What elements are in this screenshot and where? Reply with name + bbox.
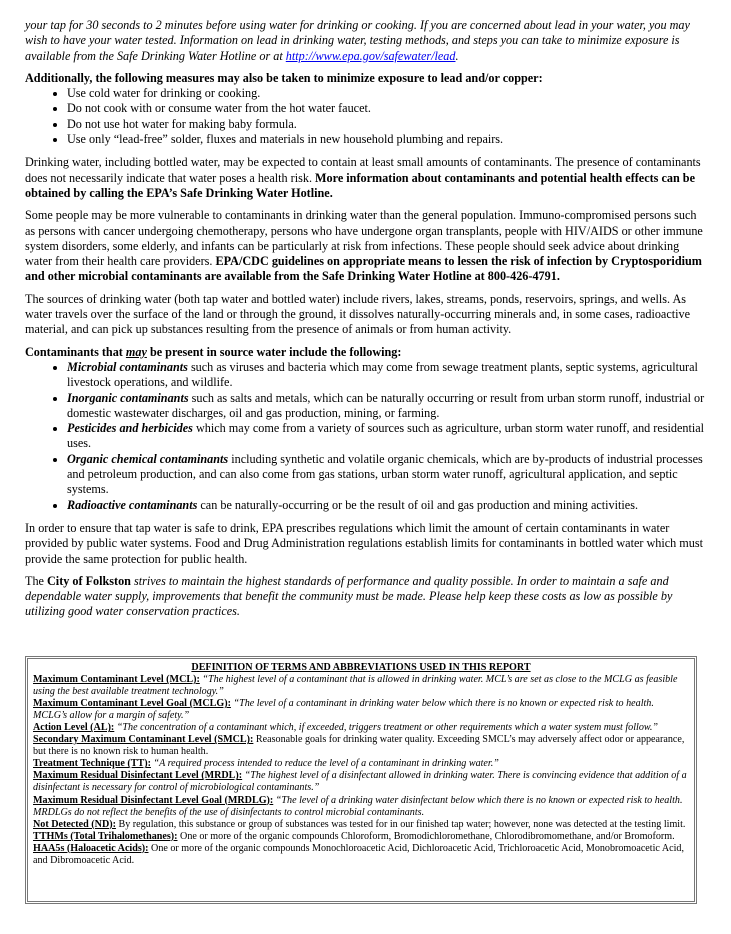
list-item: • Do not cook with or consume water from the hot water faucet. [67,101,709,116]
bottled-water-text: Drinking water, including bottled water, may be expected to contain at least small amounts of contaminants. The presence of contaminants does not necessarily indicate that water poses a health risk. [25,155,701,185]
epa-lead-link[interactable]: http://www.epa.gov/safewater/lead [285,48,456,63]
definition-text: By regulation, this substance or group of substances was tested for in our finished tap water; however, none was detected at the testing limit. [115,818,686,830]
definition-row [33,722,689,734]
definition-term: Treatment Technique (TT): [33,758,151,770]
list-item: • Use only “lead-free” solder, fluxes and materials in new household plumbing and repairs. [67,132,709,147]
definition-row [33,770,689,794]
measures-heading: Additionally, the following measures may also be taken to minimize exposure to lead and/or copper: [25,70,543,85]
definition-row [33,698,689,722]
definition-text: “The level of a drinking water disinfectant below which there is no known or expected risk to health. MRDLGs do not reflect the benefits of the use of disinfectants to control microbial contaminants. [33,794,683,818]
definition-text: “The concentration of a contaminant which, if exceeded, triggers treatment or other requirements which a water system must follow.” [114,722,658,734]
folkston-paragraph [25,574,709,620]
list-item [67,452,709,498]
contaminant-term: Inorganic contaminants [67,390,189,405]
list-item: • Do not use hot water for making baby formula. [67,117,709,132]
definition-row [33,674,689,698]
contaminants-list [25,360,709,513]
definition-row [33,831,689,843]
definition-term: Maximum Residual Disinfectant Level Goal (MRDLG): [33,794,274,806]
definition-term: Not Detected (ND): [33,818,116,830]
epa-regulations-paragraph: In order to ensure that tap water is safe to drink, EPA prescribes regulations which limit the amount of certain contaminants in water provided by public water systems. Food and Drug Administration regulations establish limits for contaminants in bottled water which must provide the same protection for public health. [25,520,704,566]
definitions-heading: DEFINITION OF TERMS AND ABBREVIATIONS USED IN THIS REPORT [191,662,531,673]
definition-term: Secondary Maximum Contaminant Level (SMCL): [33,734,254,746]
list-item [67,421,709,452]
contaminant-desc: can be naturally-occurring or be the result of oil and gas production and mining activities. [197,497,638,512]
contaminant-term: Pesticides and herbicides [67,421,193,436]
vulnerable-bold: EPA/CDC guidelines on appropriate means to lessen the risk of infection by Cryptosporidium and other microbial contaminants are available from the Safe Drinking Water Hotline at 800-426-4791. [25,254,702,284]
definition-term: Maximum Residual Disinfectant Level (MRDL): [33,770,243,782]
vulnerable-paragraph [25,208,709,284]
definition-text: “A required process intended to reduce the level of a contaminant in drinking water.” [150,758,499,770]
city-name: City of Folkston [47,573,131,588]
contaminant-desc: such as salts and metals, which can be naturally occurring or result from urban storm runoff, industrial or domestic wastewater discharges, oil and gas production, mining, or farming. [67,390,705,420]
contaminant-desc: including synthetic and volatile organic chemicals, which are by-products of industrial processes and petroleum production, and can also come from gas stations, urban storm water runoff, agricultural application, and septic systems. [67,451,703,497]
contaminant-term: Radioactive contaminants [67,497,198,512]
definitions-box [25,656,697,904]
contaminants-heading-post: be present in source water include the following: [146,344,402,359]
definition-text: One or more of the organic compounds Chloroform, Bromodichloromethane, Chlorodibromomethane, and/or Bromoform. [177,830,675,842]
list-item [67,360,709,391]
list-item [67,498,709,513]
definition-row [33,843,689,867]
definition-text: “The level of a contaminant in drinking water below which there is no known or expected risk to health. MCLG’s allow for a margin of safety.” [33,698,654,722]
definition-row [33,795,689,819]
contaminants-heading [25,345,709,360]
list-item [67,391,709,422]
definition-text: “The highest level of a contaminant that is allowed in drinking water. MCL’s are set as close to the MCLG as feasible using the best available treatment technology.” [33,674,678,698]
vulnerable-text: Some people may be more vulnerable to contaminants in drinking water than the general population. Immuno-compromised persons such as persons with cancer undergoing chemotherapy, persons who have undergone organ transplants, people with HIV/AIDS or other immune system disorders, some elderly, and infants can be particularly at risk from infections. These people should seek advice about drinking water from their health care providers. [25,208,703,269]
folkston-italic: strives to maintain the highest standards of performance and quality possible. In order to maintain a safe and dependable water supply, improvements that benefit the community must be made. Please help keep these costs as low as possible by utilizing good water conservation practices. [25,573,673,619]
definition-term: HAA5s (Haloacetic Acids): [33,842,149,854]
sources-paragraph: The sources of drinking water (both tap water and bottled water) include rivers, lakes, streams, ponds, reservoirs, springs, and wells. As water travels over the surface of the land or through the ground, it dissolves naturally-occurring minerals and, in some cases, radioactive material, and can pick up substances resulting from the presence of animals or from human activity. [25,291,691,337]
lead-info-paragraph [25,18,709,64]
contaminant-desc: which may come from a variety of sources such as agriculture, urban storm water runoff, and residential uses. [67,421,705,451]
lead-info-period: . [455,48,459,63]
definition-row [33,819,689,831]
bottled-water-bold: More information about contaminants and potential health effects can be obtained by calling the EPA’s Safe Drinking Water Hotline. [25,170,695,200]
contaminant-desc: such as viruses and bacteria which may come from sewage treatment plants, septic systems, agricultural livestock operations, and wildlife. [67,359,698,390]
list-item: • Use cold water for drinking or cooking. [67,86,709,101]
definition-row [33,734,689,758]
lead-info-text: your tap for 30 seconds to 2 minutes before using water for drinking or cooking. If you are concerned about lead in your water, you may wish to have your water tested. Information on lead in drinking water, testing methods, and steps you can take to minimize exposure is available from the Safe Drinking Water Hotline or at [25,18,690,63]
definition-text: Reasonable goals for drinking water quality. Exceeding SMCL’s may adversely affect odor or appearance, but there is no known risk to human health. [33,734,685,758]
contaminant-term: Microbial contaminants [67,359,188,374]
contaminants-heading-may: may [125,344,147,359]
definition-text: One or more of the organic compounds Monochloroacetic Acid, Dichloroacetic Acid, Trichloroacetic Acid, Monobromoacetic Acid, and Dibromoacetic Acid. [33,842,684,866]
definition-term: Action Level (AL): [33,722,115,734]
measures-list [25,86,709,147]
contaminant-term: Organic chemical contaminants [67,451,229,466]
contaminants-heading-pre: Contaminants that [25,344,126,359]
folkston-pre: The [25,573,47,588]
bottled-water-paragraph [25,155,709,201]
definition-text: “The highest level of a disinfectant allowed in drinking water. There is convincing evidence that addition of a disinfectant is necessary for control of microbiological contaminants.” [33,770,687,794]
definition-row [33,758,689,770]
definition-term: Maximum Contaminant Level (MCL): [33,674,200,686]
definition-term: TTHMs (Total Trihalomethanes): [33,830,178,842]
definition-term: Maximum Contaminant Level Goal (MCLG): [33,698,231,710]
